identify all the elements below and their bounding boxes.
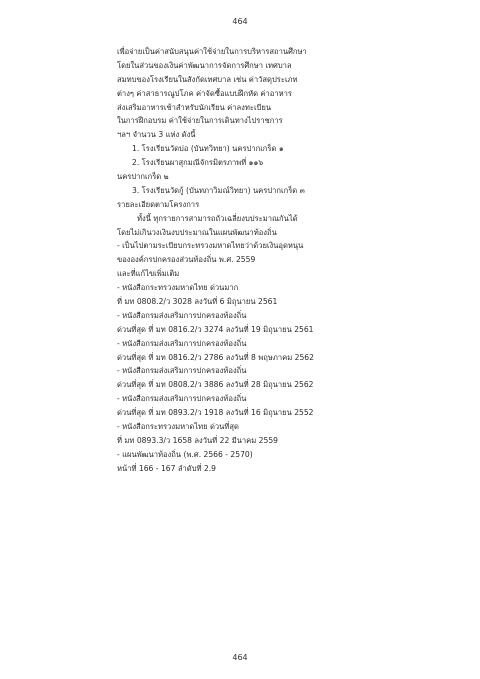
text-line: เพื่อจ่ายเป็นค่าสนับสนุนค่าใช้จ่ายในการบริหารสถานศึกษา (117, 47, 307, 56)
text-line: ที่ มท 0893.3/ว 1658 ลงวันที่ 22 มีนาคม 2559 (117, 435, 278, 445)
text-line: ฯลฯ จำนวน 3 แห่ง ดังนี้ (117, 130, 196, 140)
text-line: ส่งเสริมอาหารเช้าสำหรับนักเรียน ค่าลงทะเบียน (117, 102, 272, 112)
text-line: ต่างๆ ค่าสาธารณูปโภค ค่าจัดซื้อแบบฝึกหัด ค่าอาหาร (117, 88, 292, 98)
text-line: นครปากเกร็ด ๒ (117, 172, 169, 182)
text-line: ด่วนที่สุด ที่ มท 0808.2/ว 3886 ลงวันที่ 28 มิถุนายน 2562 (117, 380, 314, 390)
text-line: ด่วนที่สุด ที่ มท 0816.2/ว 3274 ลงวันที่ 19 มิถุนายน 2561 (117, 324, 314, 334)
page-number-top: 464 (232, 17, 248, 26)
text-line: หน้าที่ 166 - 167 ลำดับที่ 2.9 (117, 463, 217, 473)
text-line: 1. โรงเรียนวัดบ่อ (บันทวิทยา) นครปากเกร็ด ๑ (132, 144, 284, 154)
text-line: 3. โรงเรียนวัดกู้ (บันทภาวิมณ์วิทยา) นครปากเกร็ด ๓ (132, 185, 305, 195)
text-line: ด่วนที่สุด ที่ มท 0816.2/ว 2786 ลงวันที่ 8 พฤษภาคม 2562 (117, 352, 314, 362)
text-line: และที่แก้ไขเพิ่มเติม (117, 269, 180, 279)
text-line: สมทบของโรงเรียนในสังกัดเทศบาล เช่น ค่าวัสดุประเภท (117, 74, 298, 84)
text-line: 2. โรงเรียนผาสุกมณีจักรมิตรภาพที่ ๑๑๖ (132, 158, 264, 168)
text-line: - เป็นไปตามระเบียบกระทรวงมหาดไทยว่าด้วยเงินอุดหนุน (117, 241, 304, 251)
text-line: - หนังสือกรมส่งเสริมการปกครองท้องถิ่น (117, 338, 247, 348)
text-line: รายละเอียดตามโครงการ (117, 199, 200, 209)
text-line: โดยไม่เกินวงเงินงบประมาณในแผนพัฒนาท้องถิ่น (117, 227, 277, 237)
text-line: ในการฝึกอบรม ค่าใช้จ่ายในการเดินทางไปราชการ (117, 116, 283, 126)
text-line: โดยในส่วนของเงินค่าพัฒนาการจัดการศึกษา เทศบาล (117, 60, 292, 70)
page-number-bottom: 464 (232, 653, 248, 662)
text-line: ที่ มท 0808.2/ว 3028 ลงวันที่ 6 มิถุนายน 2561 (117, 297, 278, 307)
text-line: - แผนพัฒนาท้องถิ่น (พ.ศ. 2566 - 2570) (117, 449, 253, 459)
text-line: - หนังสือกระทรวงมหาดไทย ด่วนที่สุด (117, 422, 239, 432)
text-line: ด่วนที่สุด ที่ มท 0893.2/ว 1918 ลงวันที่ 16 มิถุนายน 2552 (117, 408, 314, 418)
text-line: - หนังสือกระทรวงมหาดไทย ด่วนมาก (117, 283, 239, 293)
text-line: ทั้งนี้ ทุกรายการสามารถถัวเฉลี่ยงบประมาณกันได้ (137, 213, 298, 223)
text-line: - หนังสือกรมส่งเสริมการปกครองท้องถิ่น (117, 394, 247, 404)
text-line: - หนังสือกรมส่งเสริมการปกครองท้องถิ่น (117, 310, 247, 320)
text-line: - หนังสือกรมส่งเสริมการปกครองท้องถิ่น (117, 366, 247, 376)
document-body (117, 45, 447, 476)
text-line: ขององค์กรปกครองส่วนท้องถิ่น พ.ศ. 2559 (117, 255, 256, 265)
